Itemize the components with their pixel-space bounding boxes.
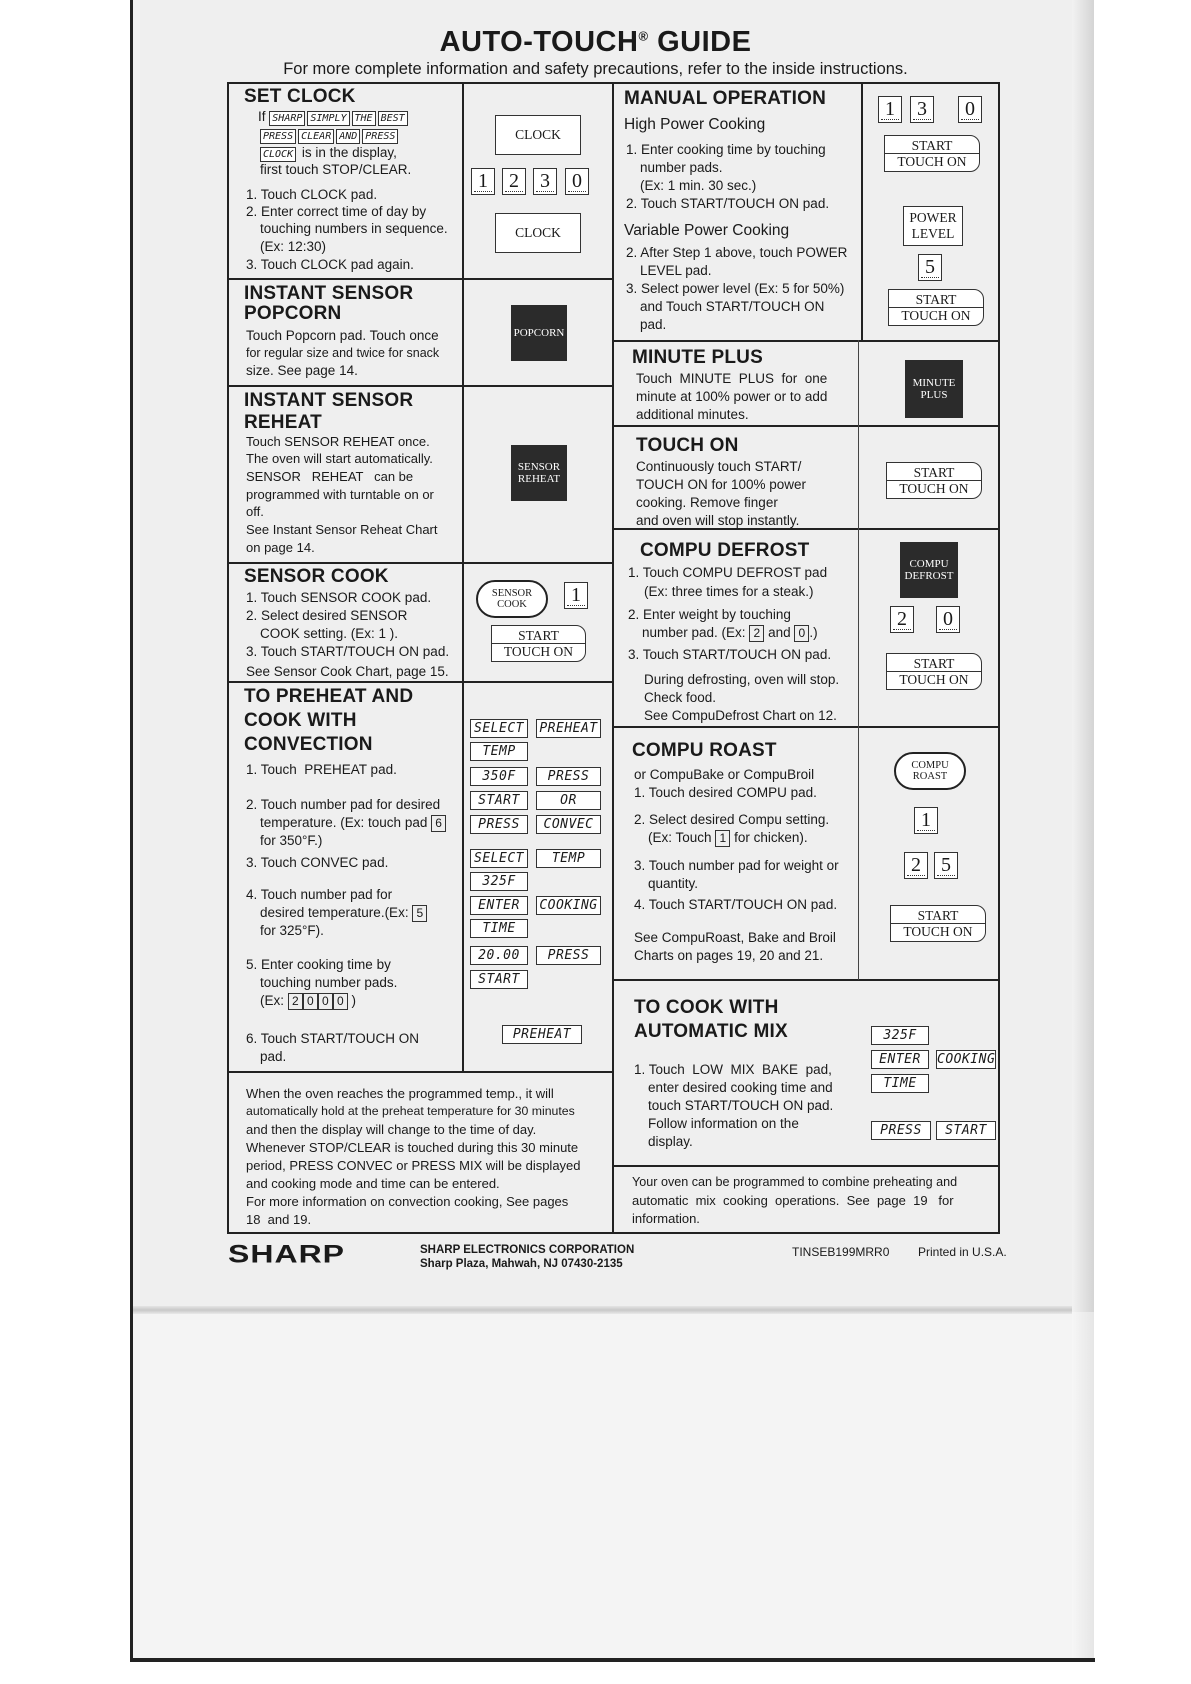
pad-label: START [915, 292, 957, 307]
compu-roast-step: 2. Select desired Compu setting. [634, 812, 830, 827]
right-pad-column-divider [858, 340, 859, 980]
convection-step4: for 325°F). [260, 923, 324, 938]
divider [227, 1071, 613, 1073]
divider [227, 385, 613, 387]
touch-on-text: and oven will stop instantly. [636, 513, 800, 528]
compu-roast-text: or CompuBake or CompuBroil [634, 767, 815, 782]
pad-label: SENSOR [491, 588, 533, 599]
compu-defrost-step: 1. Touch COMPU DEFROST pad [628, 565, 828, 580]
popcorn-text: size. See page 14. [246, 363, 358, 378]
manual-step: and Touch START/TOUCH ON [640, 299, 825, 314]
convection-step6: 6. Touch START/TOUCH ON [246, 1031, 420, 1046]
pad-label: COOK [497, 599, 527, 610]
convection-step5: touching number pads. [260, 975, 398, 990]
lcd-word: 325F [871, 1026, 929, 1045]
number-key: 0 [333, 993, 348, 1010]
step-text: temperature. (Ex: touch pad [260, 815, 428, 830]
pad-label: DEFROST [904, 570, 954, 582]
set-clock-title: SET CLOCK [244, 86, 356, 107]
compu-roast-note: Charts on pages 19, 20 and 21. [634, 948, 824, 963]
number-key[interactable]: 1 [914, 807, 938, 834]
minute-plus-pad[interactable] [905, 360, 963, 418]
auto-mix-title: TO COOK WITH [634, 997, 779, 1018]
start-touch-on-pad[interactable] [890, 905, 986, 942]
corporation-address: Sharp Plaza, Mahwah, NJ 07430-2135 [420, 1258, 623, 1270]
pad-label: TOUCH ON [887, 480, 981, 496]
sharp-logo: SHARP [228, 1240, 346, 1269]
number-key[interactable]: 1 [471, 168, 495, 195]
page-fold [133, 1306, 1093, 1314]
compu-roast-title: COMPU ROAST [632, 740, 777, 761]
document-code: TINSEB199MRR0 [792, 1245, 890, 1259]
lcd-word: BEST [378, 111, 408, 126]
lcd-word: PRESS [536, 767, 601, 786]
number-key[interactable]: 0 [565, 168, 589, 195]
auto-mix-step: 1. Touch LOW MIX BAKE pad, [634, 1062, 832, 1077]
number-key: 2 [288, 993, 303, 1010]
lcd-word: 20.00 [470, 946, 528, 965]
lcd-word: START [470, 970, 528, 989]
pad-label: START [917, 908, 959, 923]
auto-mix-step: touch START/TOUCH ON pad. [648, 1098, 834, 1113]
lcd-word: ENTER [871, 1050, 929, 1069]
convection-step4: 4. Touch number pad for [246, 887, 393, 902]
manual-step: (Ex: 1 min. 30 sec.) [640, 178, 757, 193]
convection-note: Whenever STOP/CLEAR is touched during this 30 minute [246, 1140, 579, 1155]
compu-defrost-step: 2. Enter weight by touching [628, 607, 791, 622]
popcorn-title: INSTANT SENSOR [244, 283, 414, 304]
lcd-word: CONVEC [536, 815, 601, 834]
auto-mix-title: AUTOMATIC MIX [634, 1021, 788, 1042]
lcd-word: TIME [470, 919, 528, 938]
center-divider [612, 82, 614, 1234]
lcd-word: PREHEAT [536, 719, 601, 738]
lcd-word: COOKING [536, 896, 601, 915]
compu-defrost-title: COMPU DEFROST [640, 540, 810, 561]
clock-pad[interactable]: CLOCK [495, 213, 581, 253]
convection-step4 [260, 904, 427, 922]
convection-step2: 2. Touch number pad for desired [246, 797, 441, 812]
compu-roast-note: See CompuRoast, Bake and Broil [634, 930, 836, 945]
auto-mix-step: enter desired cooking time and [648, 1080, 833, 1095]
pad-label: TOUCH ON [885, 153, 979, 169]
lcd-word: 325F [470, 872, 528, 891]
divider [612, 1165, 1000, 1167]
number-key: 6 [431, 815, 446, 832]
lcd-word: TEMP [536, 849, 601, 868]
pad-label: SENSOR [517, 461, 561, 473]
lcd-word: CLEAR [298, 129, 334, 144]
touch-on-text: cooking. Remove finger [636, 495, 778, 510]
compu-roast-pad[interactable] [894, 752, 966, 790]
step-text: (Ex: Touch [648, 830, 712, 845]
manual-step: 1. Enter cooking time by touching [626, 142, 826, 157]
number-key[interactable]: 0 [936, 606, 960, 633]
set-clock-step2: 2. Enter correct time of day by [246, 204, 427, 219]
set-clock-display-tail: is in the display, [301, 145, 397, 160]
compu-defrost-step [642, 624, 818, 642]
popcorn-pad[interactable]: POPCORN [511, 305, 567, 361]
reheat-text: off. [246, 504, 264, 519]
manual-step: 3. Select power level (Ex: 5 for 50%) [626, 281, 845, 296]
pad-label: START [913, 465, 955, 480]
lcd-word: ENTER [470, 896, 528, 915]
convection-note: and cooking mode and time can be entered. [246, 1176, 500, 1191]
manual-step: 2. After Step 1 above, touch POWER [626, 245, 848, 260]
lcd-word: PRESS [871, 1121, 931, 1140]
manual-title: MANUAL OPERATION [624, 88, 826, 109]
compu-defrost-step: (Ex: three times for a steak.) [644, 584, 814, 599]
auto-mix-note: Your oven can be programmed to combine preheating and [632, 1175, 958, 1189]
touch-on-text: Continuously touch START/ [636, 459, 802, 474]
minute-plus-text: additional minutes. [636, 407, 749, 422]
pad-label: LEVEL [911, 226, 955, 241]
lcd-word: 350F [470, 767, 528, 786]
reheat-title: INSTANT SENSOR [244, 390, 414, 411]
auto-mix-note: information. [632, 1211, 700, 1226]
set-clock-step2: touching numbers in sequence. [260, 221, 448, 236]
number-key: 0 [794, 625, 809, 642]
convection-note: When the oven reaches the programmed temp., it will [246, 1086, 554, 1101]
touch-on-text: TOUCH ON for 100% power [636, 477, 807, 492]
touch-on-title: TOUCH ON [636, 435, 739, 456]
title-text: AUTO-TOUCH [439, 26, 639, 58]
lcd-word: START [936, 1121, 996, 1140]
convection-note: period, PRESS CONVEC or PRESS MIX will be displayed [246, 1158, 581, 1173]
lcd-word: AND [336, 129, 360, 144]
lcd-word: PREHEAT [502, 1025, 582, 1044]
guide-subtitle: For more complete information and safety precautions, refer to the inside instructions. [283, 60, 908, 78]
variable-power-subtitle: Variable Power Cooking [624, 222, 790, 239]
auto-mix-note: automatic mix cooking operations. See page 19 for [632, 1193, 954, 1208]
lcd-word: PRESS [470, 815, 528, 834]
right-pad-column-divider [861, 82, 863, 340]
scan-border-bottom [130, 1658, 1095, 1662]
corporation-info [420, 1243, 634, 1271]
page-right-shadow [1072, 0, 1094, 1312]
set-clock-first: first touch STOP/CLEAR. [260, 162, 412, 177]
manual-step: pad. [640, 317, 667, 332]
number-key: 0 [303, 993, 318, 1010]
registered-mark: ® [638, 28, 649, 44]
divider [612, 726, 1000, 728]
page-lower [133, 1312, 1093, 1660]
number-key: 2 [749, 625, 764, 642]
set-clock-display-line [258, 108, 410, 126]
convection-step5: 5. Enter cooking time by [246, 957, 391, 972]
start-touch-on-pad[interactable] [886, 462, 982, 499]
lcd-word: PRESS [260, 129, 296, 144]
guide-title [0, 26, 1191, 59]
pad-label: START [911, 138, 953, 153]
reheat-text: on page 14. [246, 540, 315, 555]
pad-label: TOUCH ON [889, 307, 983, 323]
clock-pad[interactable]: CLOCK [495, 115, 581, 155]
reheat-text: See Instant Sensor Reheat Chart [246, 522, 438, 537]
compu-roast-step: 1. Touch desired COMPU pad. [634, 785, 817, 800]
divider [227, 562, 613, 564]
start-touch-on-pad[interactable] [888, 289, 984, 326]
start-touch-on-pad[interactable] [884, 135, 980, 172]
sensor-cook-title: SENSOR COOK [244, 566, 389, 587]
step-text: desired temperature.(Ex: [260, 905, 409, 920]
reheat-text: The oven will start automatically. [246, 451, 433, 466]
sensor-cook-step: COOK setting. (Ex: 1 ). [260, 626, 399, 641]
minute-plus-title: MINUTE PLUS [632, 347, 763, 368]
pad-label: START [518, 628, 559, 643]
divider [612, 979, 1000, 981]
compu-defrost-note: Check food. [644, 690, 717, 705]
pad-label: ROAST [912, 771, 948, 782]
pad-label: TOUCH ON [492, 643, 585, 659]
convection-title: COOK WITH [244, 710, 357, 731]
number-key[interactable]: 0 [958, 96, 982, 123]
divider [227, 681, 613, 683]
page-right-shadow-lower [1072, 1312, 1094, 1658]
convection-step6: pad. [260, 1049, 287, 1064]
set-clock-step3: 3. Touch CLOCK pad again. [246, 257, 414, 272]
convection-note: 18 and 19. [246, 1212, 312, 1227]
set-clock-step2-example: (Ex: 12:30) [260, 239, 327, 254]
high-power-subtitle: High Power Cooking [624, 116, 766, 133]
scan-border-left [130, 0, 133, 1660]
compu-roast-step: 3. Touch number pad for weight or [634, 858, 839, 873]
pad-label: TOUCH ON [891, 923, 985, 939]
pad-label: COMPU [909, 558, 949, 570]
lcd-word: PRESS [536, 946, 601, 965]
number-key[interactable]: 1 [564, 582, 588, 609]
sensor-cook-step: 2. Select desired SENSOR [246, 608, 408, 623]
reheat-text: programmed with turntable on or [246, 487, 434, 502]
convection-note: automatically hold at the preheat temperature for 30 minutes [246, 1104, 575, 1118]
power-level-pad[interactable] [903, 206, 963, 246]
lcd-word: SELECT [470, 849, 528, 868]
convection-step2: for 350°F.) [260, 833, 323, 848]
pad-label: REHEAT [517, 473, 561, 485]
number-key[interactable]: 5 [918, 254, 942, 281]
corporation-name: SHARP ELECTRONICS CORPORATION [420, 1244, 635, 1256]
sensor-cook-step: 1. Touch SENSOR COOK pad. [246, 590, 432, 605]
auto-mix-step: Follow information on the [648, 1116, 799, 1131]
set-clock-display-line [260, 144, 397, 162]
auto-mix-step: display. [648, 1134, 693, 1149]
convection-step1: 1. Touch PREHEAT pad. [246, 762, 397, 777]
compu-defrost-pad[interactable] [900, 542, 958, 598]
convection-title: TO PREHEAT AND [244, 686, 414, 707]
manual-step: 2. Touch START/TOUCH ON pad. [626, 196, 830, 211]
divider [227, 278, 613, 280]
lcd-word: OR [536, 791, 601, 810]
start-touch-on-pad[interactable] [491, 625, 586, 662]
minute-plus-text: Touch MINUTE PLUS for one [636, 371, 828, 386]
set-clock-if: If [258, 109, 266, 124]
popcorn-text: Touch Popcorn pad. Touch once [246, 328, 439, 343]
convection-title: CONVECTION [244, 734, 373, 755]
lcd-word: TIME [871, 1074, 929, 1093]
scan-margin [0, 0, 132, 1684]
number-key[interactable]: 1 [878, 96, 902, 123]
step-text: .) [809, 625, 818, 640]
pad-label: TOUCH ON [887, 671, 981, 687]
lcd-word: COOKING [937, 1052, 996, 1067]
sensor-cook-step: 3. Touch START/TOUCH ON pad. [246, 644, 450, 659]
number-key: 0 [318, 993, 333, 1010]
lcd-word: SIMPLY [307, 111, 349, 126]
lcd-word: START [470, 791, 528, 810]
start-touch-on-pad[interactable] [886, 653, 982, 690]
lcd-word: SELECT [470, 719, 528, 738]
set-clock-display-line [260, 126, 400, 144]
number-key[interactable]: 5 [934, 852, 958, 879]
pad-label: START [913, 656, 955, 671]
pad-label: POWER [909, 210, 957, 225]
compu-roast-step: 4. Touch START/TOUCH ON pad. [634, 897, 838, 912]
convection-step5 [260, 992, 356, 1010]
number-key[interactable]: 2 [502, 168, 526, 195]
step-text: and [768, 625, 791, 640]
number-key[interactable]: 2 [890, 606, 914, 633]
pad-label: PLUS [920, 389, 948, 401]
compu-defrost-note: See CompuDefrost Chart on 12. [644, 708, 837, 723]
lcd-word: TEMP [470, 742, 528, 761]
step-text: (Ex: [260, 993, 285, 1008]
reheat-text: Touch SENSOR REHEAT once. [246, 434, 430, 449]
pad-label: MINUTE [912, 377, 956, 389]
compu-defrost-note: During defrosting, oven will stop. [644, 672, 840, 687]
minute-plus-text: minute at 100% power or to add [636, 389, 828, 404]
divider [612, 340, 1000, 342]
compu-roast-step: quantity. [648, 876, 699, 891]
step-text: number pad. (Ex: [642, 625, 746, 640]
popcorn-title: POPCORN [244, 303, 342, 324]
reheat-title: REHEAT [244, 412, 322, 433]
convection-step2 [260, 814, 446, 832]
compu-roast-step [648, 829, 808, 847]
number-key: 5 [412, 905, 427, 922]
number-key: 1 [715, 830, 730, 847]
number-key[interactable]: 3 [533, 168, 557, 195]
step-text: ) [351, 993, 357, 1008]
divider [612, 425, 1000, 427]
pad-label: COMPU [911, 760, 949, 771]
convection-step3: 3. Touch CONVEC pad. [246, 855, 389, 870]
convection-note: For more information on convection cooking, See pages [246, 1194, 569, 1209]
number-key[interactable]: 2 [904, 852, 928, 879]
number-key[interactable]: 3 [910, 96, 934, 123]
sensor-cook-pad[interactable] [476, 580, 548, 618]
sensor-reheat-pad[interactable] [511, 445, 567, 501]
title-end: GUIDE [657, 26, 752, 58]
left-pad-column-divider [462, 82, 464, 1072]
compu-defrost-step: 3. Touch START/TOUCH ON pad. [628, 647, 832, 662]
lcd-word: SHARP [269, 111, 305, 126]
lcd-word: CLOCK [260, 147, 296, 162]
manual-step: number pads. [640, 160, 723, 175]
popcorn-text: for regular size and twice for snack [246, 346, 440, 360]
manual-step: LEVEL pad. [640, 263, 712, 278]
sensor-cook-chart-note: See Sensor Cook Chart, page 15. [246, 664, 449, 679]
lcd-word: THE [352, 111, 376, 126]
convection-note: and then the display will change to the time of day. [246, 1122, 537, 1137]
set-clock-step1: 1. Touch CLOCK pad. [246, 187, 378, 202]
lcd-word: PRESS [362, 129, 398, 144]
reheat-text: SENSOR REHEAT can be [246, 469, 414, 484]
step-text: for chicken). [734, 830, 808, 845]
printed-in: Printed in U.S.A. [918, 1245, 1007, 1259]
